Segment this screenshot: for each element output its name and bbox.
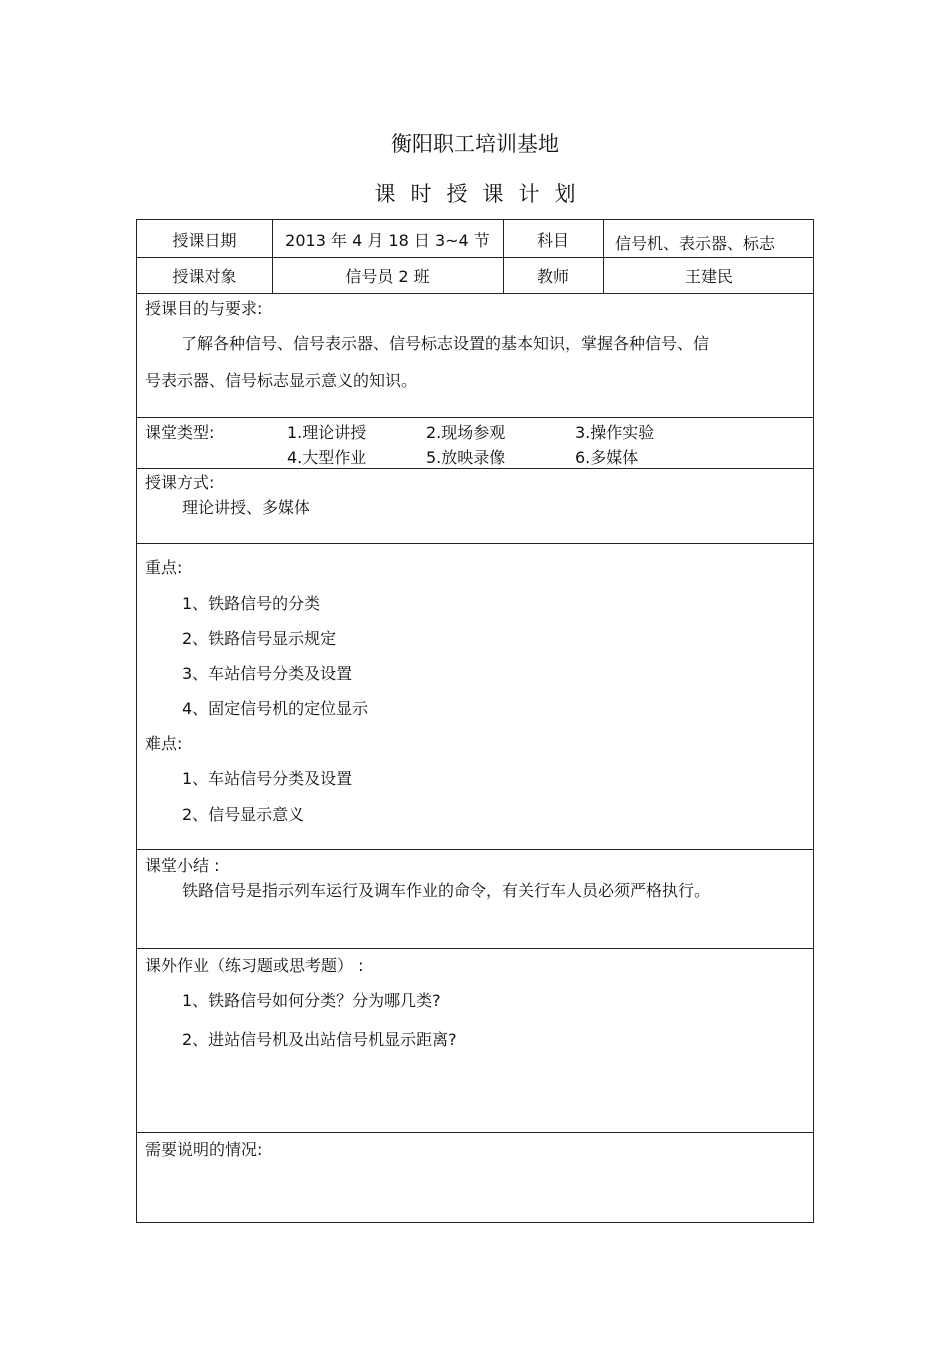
- difficulty-item: 2、信号显示意义: [182, 805, 305, 824]
- class-type-option: 5.放映录像: [426, 448, 506, 467]
- key-point-item: 4、固定信号机的定位显示: [182, 699, 369, 718]
- audience-label: 授课对象: [172, 267, 237, 286]
- row-divider: [137, 849, 813, 850]
- org-title: 衡阳职工培训基地: [391, 132, 559, 156]
- row-divider: [137, 468, 813, 469]
- difficulty-item: 1、车站信号分类及设置: [182, 769, 353, 788]
- key-point-item: 2、铁路信号显示规定: [182, 629, 337, 648]
- lesson-plan-table: [136, 219, 814, 1223]
- class-type-option: 2.现场参观: [426, 423, 506, 442]
- row-divider: [137, 543, 813, 544]
- row-divider: [137, 293, 813, 294]
- class-type-option: 1.理论讲授: [287, 423, 367, 442]
- summary-text: 铁路信号是指示列车运行及调车作业的命令，有关行车人员必须严格执行。: [182, 881, 711, 900]
- difficulties-label: 难点:: [145, 734, 183, 753]
- class-type-option: 3.操作实验: [575, 423, 655, 442]
- subject-label: 科目: [536, 231, 569, 250]
- class-type-option: 6.多媒体: [575, 448, 639, 467]
- row-divider: [137, 948, 813, 949]
- objectives-label: 授课目的与要求:: [145, 299, 263, 318]
- homework-label: 课外作业（练习题或思考题） :: [145, 956, 364, 975]
- objectives-text: 号表示器、信号标志显示意义的知识。: [145, 371, 418, 390]
- method-label: 授课方式:: [145, 473, 215, 492]
- row-divider: [137, 417, 813, 418]
- homework-item: 2、进站信号机及出站信号机显示距离?: [182, 1030, 457, 1049]
- teacher-value: 王建民: [684, 267, 733, 286]
- date-value: 2013 年 4 月 18 日 3~4 节: [285, 231, 490, 250]
- class-type-option: 4.大型作业: [287, 448, 367, 467]
- class-type-label: 课堂类型:: [145, 423, 215, 442]
- summary-label: 课堂小结 :: [145, 856, 220, 875]
- subject-value: 信号机、表示器、标志: [615, 234, 776, 253]
- notes-label: 需要说明的情况:: [145, 1140, 263, 1159]
- row-divider: [137, 257, 813, 258]
- document-title: 课时授课计划: [374, 182, 591, 206]
- key-point-item: 3、车站信号分类及设置: [182, 664, 353, 683]
- key-points-label: 重点:: [145, 558, 183, 577]
- key-point-item: 1、铁路信号的分类: [182, 594, 321, 613]
- audience-value: 信号员 2 班: [345, 267, 430, 286]
- teacher-label: 教师: [536, 267, 569, 286]
- homework-item: 1、铁路信号如何分类？分为哪几类?: [182, 991, 441, 1010]
- date-label: 授课日期: [172, 231, 237, 250]
- method-value: 理论讲授、多媒体: [182, 498, 311, 517]
- row-divider: [137, 1132, 813, 1133]
- objectives-text: 了解各种信号、信号表示器、信号标志设置的基本知识，掌握各种信号、信: [181, 334, 710, 353]
